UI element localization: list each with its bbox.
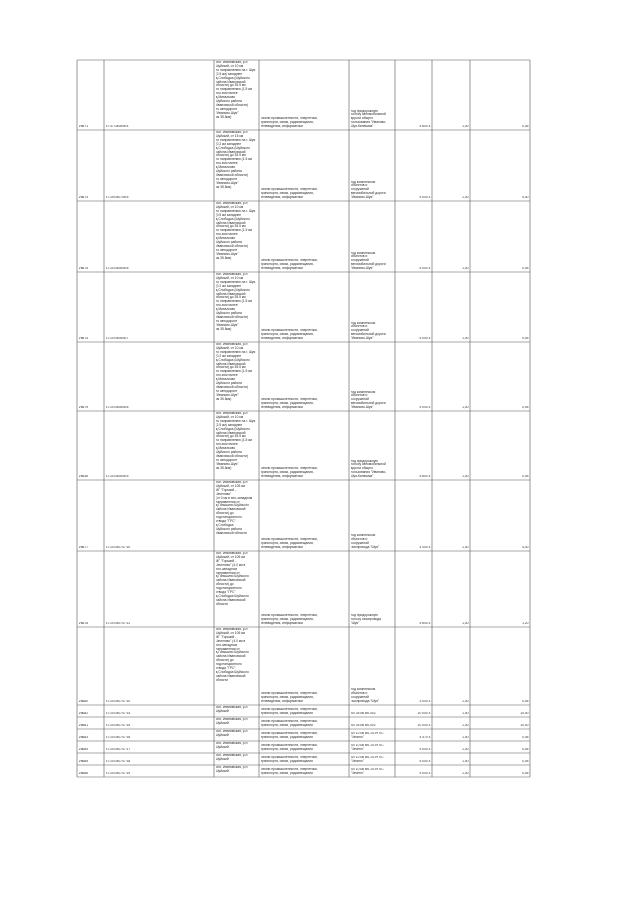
cell-kad: 37:20:040707:17: [105, 748, 131, 752]
cell-kad: 37:19:040706:5: [105, 196, 129, 200]
cell-b: 1,00: [462, 475, 469, 479]
cell-addr: обл. Ивановская, р-н Шуйский, от 10 км по направлению на г. Шуя (0.2 км западнее д.Слободка (Шуйского района Ивановской области) до 35.5 км по направлению (1.5 км юго-восточнее д.Михалково Шуйского района Ивановской области) по автодороге "Иваново-Шуя" км 35.5км): [215, 273, 256, 331]
cell-c: 0,05: [522, 760, 529, 764]
cell-kad: 37:20:040707:10: [105, 546, 131, 550]
cell-use: ВЛ 35 кВ ВК-002: [350, 724, 376, 728]
cell-b: 1,00: [462, 700, 469, 704]
cell-cat: Земли промышленности, энергетики, транспорта, связи, радиовещания, телевидения, информатики: [260, 398, 318, 410]
cell-use: под комплексом объектов и сооружений автомобильной дороги "Иваново-Шуя": [350, 180, 386, 200]
cell-use: под придорожную полосу автомобильной дороги общего пользования "Иваново- Шуя-Кинешма": [350, 109, 387, 129]
cell-kad: 37:20:040707:18: [105, 760, 131, 764]
cell-c: 0,05: [522, 772, 529, 776]
cell-id: V8679: [78, 406, 89, 410]
cell-use: под комплексом объектов и сооружений газопровода "Шуя": [350, 688, 380, 704]
cell-a: 5 000 4: [419, 406, 431, 410]
cell-c: 1,20: [522, 622, 529, 626]
cell-id: V8636: [78, 475, 89, 479]
cell-b: 1,00: [462, 712, 469, 716]
cell-kad: 37:20:040606:6: [105, 406, 129, 410]
cell-kad: 37:20:040606:7: [105, 337, 129, 341]
cell-cat: Земли промышленности, энергетики, транспорта, связи, радиовещания: [260, 768, 318, 776]
cell-use: под комплексом объектов и сооружений автомобильной дороги "Иваново-Шуя": [350, 321, 386, 341]
cell-use: ВЛ 10 кВ ВК-14 от ПС "Чечено": [350, 732, 384, 740]
cell-c: 0,05: [522, 406, 529, 410]
cell-cat: Земли промышленности, энергетики, транспорта, связи, радиовещания, телевидения, информатики: [260, 329, 318, 341]
cell-id: V8681: [78, 724, 89, 728]
cell-b: 1,00: [462, 337, 469, 341]
cell-a: 5 000 4: [419, 337, 431, 341]
cell-cat: Земли промышленности, энергетики, транспорта, связи, радиовещания, телевидения, информатики: [260, 467, 318, 479]
cell-use: под придорожную полосу автомобильной дороги общего пользования "Иваново- Шуя-Кинешма": [350, 459, 387, 479]
cell-use: ВЛ 10 кВ ВК-14 от ПС "Чечено": [350, 744, 384, 752]
cell-use: ВЛ 10 кВ ВК-14 от ПС "Чечено": [350, 768, 384, 776]
cell-addr: обл. Ивановская, р-н Шуйский, от 105 км МГ "Горький - Чеченово" (от 0 км в юго-западном направлении от д.Ганьшино Шуйского района Ивановской области) до подстанционного отвода "ГРС" д.Слободка Шуйского района Ивановской области: [215, 481, 253, 535]
cell-id: V8675: [78, 267, 89, 271]
cell-b: 1,00: [462, 125, 469, 129]
cell-a: 5 000 4: [419, 267, 431, 271]
cell-a: 5 000 4: [419, 748, 431, 752]
cell-cat: Земли промышленности, энергетики, транспорта, связи, радиовещания, телевидения, информатики: [260, 692, 318, 704]
cell-cat: Земли промышленности, энергетики, транспорта, связи, радиовещания, телевидения, информатики: [260, 117, 318, 129]
cell-kad: 37:20:040606:5: [105, 475, 129, 479]
cell-id: V8677: [78, 546, 89, 550]
cell-kad: 37:20:040707:15: [105, 724, 131, 728]
cell-b: 1,00: [462, 760, 469, 764]
cell-id: V8686: [78, 772, 89, 776]
cell-cat: Земли промышленности, энергетики, транспорта, связи, радиовещания: [260, 744, 318, 752]
cell-c: 0,05: [522, 125, 529, 129]
cell-b: 1,00: [462, 748, 469, 752]
cell-id: V8673: [78, 196, 89, 200]
cell-b: 1,00: [462, 267, 469, 271]
cell-a: 10 000 4: [417, 712, 431, 716]
cell-b: 1,00: [462, 772, 469, 776]
cell-addr: обл. Ивановская, р-н Шуйский: [215, 742, 248, 749]
cell-a: 4 000 4: [419, 546, 431, 550]
cell-use: ВЛ 10 кВ ВК-14 от ПС "Чечено": [350, 756, 384, 764]
cell-addr: обл. Ивановская, р-н Шуйский: [215, 730, 248, 737]
cell-kad: 37:20:040707:11: [105, 622, 131, 626]
cell-c: 0,05: [522, 337, 529, 341]
cell-a: 5 600 4: [419, 622, 431, 626]
cell-cat: Земли промышленности, энергетики, транспорта, связи, радиовещания: [260, 720, 318, 728]
cell-use: под комплексом объектов и сооружений автомобильной дороги "Иваново-Шуя": [350, 251, 386, 271]
cell-cat: Земли промышленности, энергетики, транспорта, связи, радиовещания, телевидения, информатики: [260, 188, 318, 200]
cell-cat: Земли промышленности, энергетики, транспорта, связи, радиовещания: [260, 756, 318, 764]
cell-kad: 37:37:040606:4: [105, 125, 129, 129]
cell-addr: обл. Ивановская, р-н Шуйский, от 15 км по направлению на г. Шуя (0.2 км западнее д.Слободка (Шуйского района Ивановской области) до 35.5 км по направлению (1.5 км юго-восточнее д.Михалково Шуйского района Ивановской области) по автодороге "Иваново-Шуя" км 35.5км): [215, 131, 256, 189]
cell-addr: обл. Ивановская, р-н Шуйский: [215, 718, 248, 725]
cell-kad: 37:20:040707:14: [105, 712, 131, 716]
cell-use: под придорожную полосу газопровода "Шуя": [350, 614, 381, 626]
cell-id: V8671: [78, 125, 89, 129]
cell-c: 0,05: [522, 700, 529, 704]
cell-kad: 37:20:040707:10: [105, 700, 131, 704]
cell-cat: Земли промышленности, энергетики, транспорта, связи, радиовещания: [260, 732, 318, 740]
cell-kad: 37:20:040707:19: [105, 772, 131, 776]
cell-addr: обл. Ивановская, р-н Шуйский: [215, 754, 248, 761]
cell-b: 1,00: [462, 406, 469, 410]
cell-c: 4,00: [522, 546, 529, 550]
cell-addr: обл. Ивановская, р-н Шуйский, от 10 км по направлению на г. Шуя (2.5 км) западнее д.Слободка (Шуйского района Ивановской области) до 35.5 км по направлению (1.5 км юго-восточнее д.Михалково Шуйского района Ивановской области) по автодороге "Иваново-Шуя" км 35.5км): [215, 61, 256, 119]
cell-id: V8684: [78, 748, 89, 752]
cell-c: 10,00: [520, 712, 529, 716]
cell-a: 5 600 4: [419, 125, 431, 129]
cell-c: 0,05: [522, 475, 529, 479]
cell-addr: обл. Ивановская, р-н Шуйский, от 105 км МГ "Горький - Чеченово" (4.0 км в юго-западном направлении от д.Ганьшино Шуйского района Ивановской области) до подстанционного отвода "ГРС" д.Слободка Шуйского района Ивановской области: [215, 628, 249, 682]
cell-cat: Земли промышленности, энергетики, транспорта, связи, радиовещания, телевидения, информатики: [260, 259, 318, 271]
cell-addr: обл. Ивановская, р-н Шуйский, от 10 км по направлению на г. Шуя (2.5 км) западнее д.Слободка (Шуйского района Ивановской области) до 35.5 км по направлению (1.5 км юго-восточнее д.Михалково Шуйского района Ивановской области) по автодороге "Иваново-Шуя" км 35.5км): [215, 412, 256, 470]
cell-kad: 37:20:040606:8: [105, 267, 129, 271]
cell-a: 3 000 4: [419, 700, 431, 704]
cell-use: под комплексом объектов и сооружений газопровода "Шуя": [350, 534, 380, 550]
cell-a: 5 600 4: [419, 475, 431, 479]
cell-addr: обл. Ивановская, р-н Шуйский, от 10 км по направлению на г. Шуя (0.2 км западнее д.Слободка (Шуйского района Ивановской области) до 35.5 км по направлению (1.5 км юго-восточнее д.Михалково Шуйского района Ивановской области) по автодороге "Иваново-Шуя" км 35.5км): [215, 343, 256, 401]
cell-use: под комплексом объектов и сооружений автомобильной дороги "Иваново-Шуя": [350, 390, 386, 410]
cell-kad: 37:20:040707:16: [105, 736, 131, 740]
cell-c: 5,00: [522, 196, 529, 200]
cell-id: V8682: [78, 712, 89, 716]
cell-a: 5 000 4: [419, 772, 431, 776]
cell-use: ВЛ 35 кВ ВК-002: [350, 712, 376, 716]
cell-a: 5 000 4: [419, 760, 431, 764]
cell-c: 0,05: [522, 267, 529, 271]
cell-id: V8683: [78, 736, 89, 740]
cell-addr: обл. Ивановская, р-н Шуйский, от 105 км МГ "Горький - Чеченово" (4.0 км в юго-западном направлении от д.Ганьшино Шуйского района Ивановской области) до подстанционного отвода "ГРС" д.Слободка Шуйского района Ивановской области: [215, 552, 249, 606]
cell-cat: Земли промышленности, энергетики, транспорта, связи, радиовещания: [260, 708, 318, 716]
cell-id: V8674: [78, 337, 89, 341]
cell-b: 1,00: [462, 546, 469, 550]
cell-a: 4 470 4: [419, 736, 431, 740]
cell-addr: обл. Ивановская, р-н Шуйский: [215, 766, 248, 773]
cell-id: V8678: [78, 622, 89, 626]
cell-cat: Земли промышленности, энергетики, транспорта, связи, радиовещания, телевидения, информатики: [260, 614, 318, 626]
cell-id: V8680: [78, 700, 89, 704]
cell-c: 0,05: [522, 748, 529, 752]
cell-addr: обл. Ивановская, р-н Шуйский, от 10 км по направлению на г. Шуя (0.5 км западнее д.Слободка (Шуйского района Ивановской области) до 35.5 км по направлению (1.5 км юго-восточнее д.Михалково Шуйского района Ивановской области) по автодороге "Иваново-Шуя" км 35.5км): [215, 202, 256, 260]
cell-c: 0,45: [522, 736, 529, 740]
cell-a: 5 000 4: [419, 196, 431, 200]
cell-b: 1,00: [462, 196, 469, 200]
cell-b: 1,00: [462, 724, 469, 728]
cell-addr: обл. Ивановская, р-н Шуйский: [215, 706, 248, 713]
cell-c: 10,00: [520, 724, 529, 728]
cell-a: 10 000 4: [417, 724, 431, 728]
cell-b: 1,00: [462, 736, 469, 740]
cell-id: V8685: [78, 760, 89, 764]
cell-b: 1,00: [462, 622, 469, 626]
cell-cat: Земли промышленности, энергетики, транспорта, связи, радиовещания, телевидения, информатики: [260, 538, 318, 550]
